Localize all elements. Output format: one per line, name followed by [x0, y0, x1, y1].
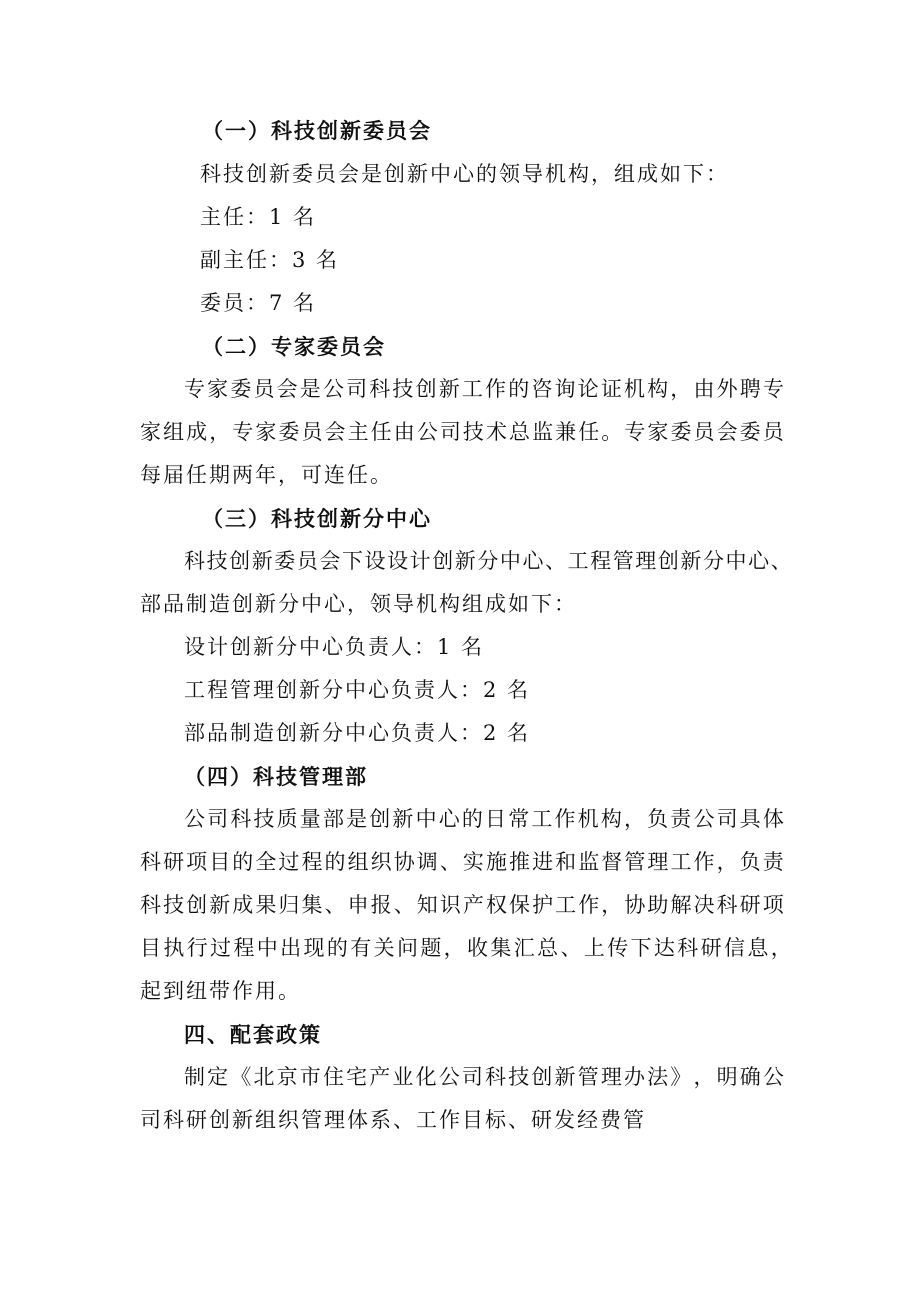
section-heading-committee: （一）科技创新委员会: [202, 118, 432, 143]
member-deputy-director: 副主任：3 名: [200, 248, 340, 272]
section-heading-sub-centers: （三）科技创新分中心: [202, 506, 432, 531]
paragraph-line: 司科研创新组织管理体系、工作目标、研发经费管: [140, 1108, 646, 1132]
member-manufacturing-center-lead: 部品制造创新分中心负责人：2 名: [184, 721, 531, 745]
paragraph-line: 每届任期两年，可连任。: [140, 463, 393, 487]
member-engineering-center-lead: 工程管理创新分中心负责人：2 名: [184, 678, 531, 702]
paragraph-line: 科 技 创 新 成 果 归 集 、 申 报 、 知 识 产 权 保 护 工 作 ， 协 助 解 决 科 研 项: [140, 893, 784, 917]
paragraph-line: 起到纽带作用。: [140, 979, 301, 1003]
paragraph-line: 公 司 科 技 质 量 部 是 创 新 中 心 的 日 常 工 作 机 构 ， 负 责 公 司 具 体: [184, 807, 784, 831]
paragraph-line: 制 定 《 北 京 市 住 宅 产 业 化 公 司 科 技 创 新 管 理 办 法 》 ， 明 确 公: [184, 1065, 784, 1089]
member-design-center-lead: 设计创新分中心负责人：1 名: [184, 635, 485, 659]
paragraph-line: 科 研 项 目 的 全 过 程 的 组 织 协 调 、 实 施 推 进 和 监 督 管 理 工 作 ， 负 责: [140, 850, 784, 874]
section-heading-tech-management: （四）科技管理部: [184, 764, 368, 789]
committee-intro: 科技创新委员会是创新中心的领导机构，组成如下：: [200, 162, 729, 186]
section-heading-expert-committee: （二）专家委员会: [202, 334, 386, 359]
paragraph-line: 部品制造创新分中心，领导机构组成如下：: [140, 592, 577, 616]
section-heading-supporting-policies: 四、配套政策: [184, 1022, 322, 1047]
paragraph-line: 目 执 行 过 程 中 出 现 的 有 关 问 题 ， 收 集 汇 总 、 上 传 下 达 科 研 信 息 ，: [140, 936, 792, 960]
member-director: 主任：1 名: [200, 205, 317, 229]
member-committee-members: 委员：7 名: [200, 291, 317, 315]
paragraph-line: 科 技 创 新 委 员 会 下 设 设 计 创 新 分 中 心 、 工 程 管 理 创 新 分 中 心 、: [184, 549, 792, 573]
paragraph-line: 家 组 成 ， 专 家 委 员 会 主 任 由 公 司 技 术 总 监 兼 任 。 专 家 委 员 会 委 员: [140, 420, 784, 444]
paragraph-line: 专 家 委 员 会 是 公 司 科 技 创 新 工 作 的 咨 询 论 证 机 构 ， 由 外 聘 专: [184, 377, 784, 401]
